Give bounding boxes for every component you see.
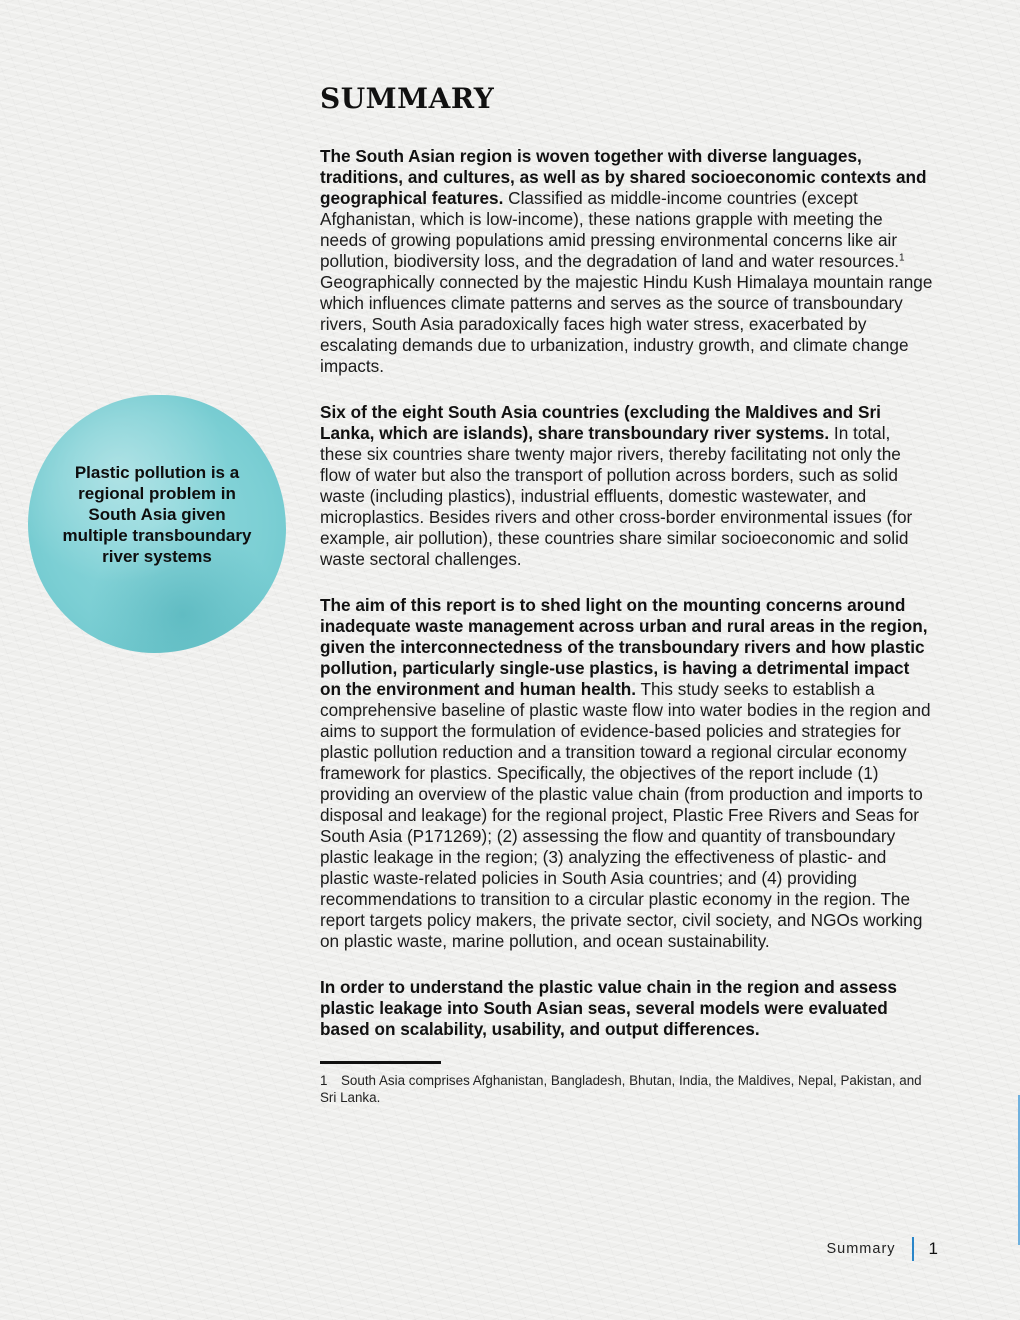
page-title: SUMMARY	[320, 82, 495, 115]
paragraph-rivers-text: In total, these six countries share twenty major rivers, thereby facilitating not only the flow of water but also the transport of pollution across borders, such as solid waste (including plastics), industrial effluents, domestic wastewater, and microplastics. Besides rivers and other cross-border environmental issues (for example, air pollution), these countries share similar socioeconomic and solid waste sectoral challenges.	[320, 423, 913, 569]
paragraph-rivers	[320, 402, 934, 570]
page-footer	[826, 1236, 938, 1262]
paragraph-aim-lead: The aim of this report is to shed light on the mounting concerns around inadequate waste management across urban and rural areas in the region, given the interconnectedness of the transboundary rivers and how plastic pollution, particularly single-use plastics, is having a detrimental impact on the environment and human health.	[320, 595, 928, 699]
paragraph-intro-text-cont: Geographically connected by the majestic Hindu Kush Himalaya mountain range which influences climate patterns and serves as the source of transboundary rivers, South Asia paradoxically faces high water stress, exacerbated by escalating demands due to urbanization, industry growth, and climate change impacts.	[320, 272, 933, 376]
footer-separator	[912, 1237, 914, 1261]
page-number: 1	[928, 1239, 938, 1258]
paragraph-aim	[320, 595, 934, 952]
paragraph-models-lead: In order to understand the plastic value chain in the region and assess plastic leakage into South Asian seas, several models were evaluated based on scalability, usability, and output differences.	[320, 977, 897, 1039]
footnote	[320, 1072, 934, 1106]
footer-section-label: Summary	[826, 1241, 896, 1257]
paragraph-intro-lead: The South Asian region is woven together with diverse languages, traditions, and cultures, as well as by shared socioeconomic contexts and geographical features.	[320, 146, 927, 208]
footnote-number: 1	[320, 1073, 328, 1088]
callout-text: Plastic pollution is a regional problem in South Asia given multiple transboundary river systems	[62, 462, 252, 566]
footnote-ref[interactable]: 1	[899, 252, 905, 264]
paragraph-rivers-lead: Six of the eight South Asia countries (excluding the Maldives and Sri Lanka, which are islands), share transboundary river systems.	[320, 402, 881, 443]
body-column	[320, 146, 934, 1106]
paragraph-intro-text: Classified as middle-income countries (except Afghanistan, which is low-income), these nations grapple with meeting the needs of growing populations amid pressing environmental concerns like air pollution, biodiversity loss, and the degradation of land and water resources.	[320, 188, 899, 271]
footnote-text: South Asia comprises Afghanistan, Bangladesh, Bhutan, India, the Maldives, Nepal, Pakistan, and Sri Lanka.	[320, 1073, 922, 1105]
footnote-divider	[320, 1061, 441, 1064]
callout-bubble	[28, 395, 286, 653]
paragraph-models	[320, 977, 934, 1040]
paragraph-aim-text: This study seeks to establish a comprehensive baseline of plastic waste flow into water bodies in the region and aims to support the formulation of evidence-based policies and strategies for plastic pollution reduction and a transition toward a regional circular economy framework for plastics. Specifically, the objectives of the report include (1) providing an overview of the plastic value chain (from production and imports to disposal and leakage) for the regional project, Plastic Free Rivers and Seas for South Asia (P171269); (2) assessing the flow and quantity of transboundary plastic leakage in the region; (3) analyzing the effectiveness of plastic- and plastic waste-related policies in South Asia countries; and (4) providing recommendations to transition to a circular plastic economy in the region. The report targets policy makers, the private sector, civil society, and NGOs working on plastic waste, marine pollution, and ocean sustainability.	[320, 679, 931, 951]
paragraph-intro	[320, 146, 934, 377]
